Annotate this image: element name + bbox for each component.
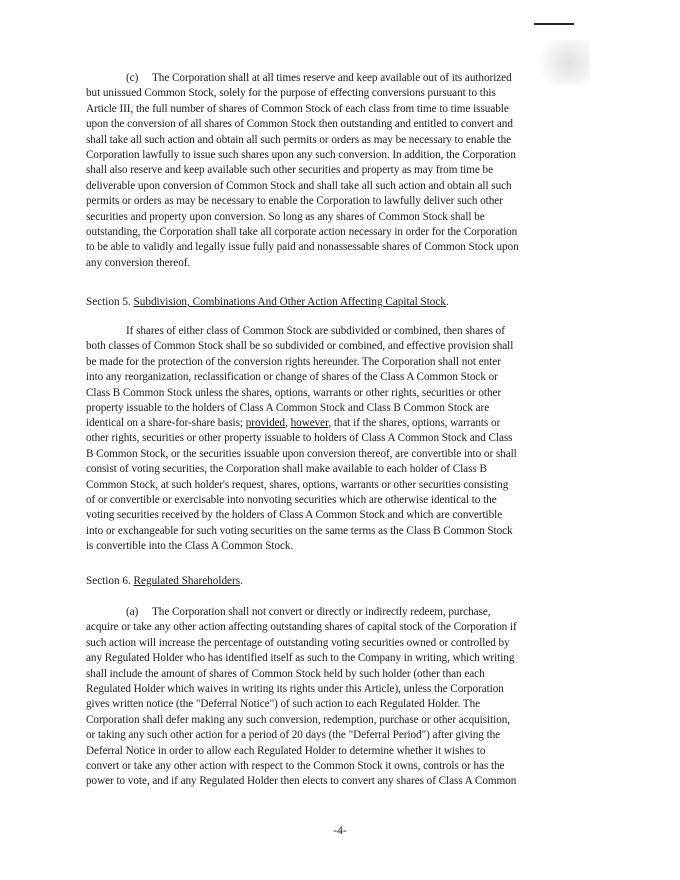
text-line: of or convertible or exercisable into nonvoting securities which are otherwise identical to the bbox=[86, 494, 497, 507]
paragraph-a bbox=[86, 605, 592, 790]
section-5-body-continued bbox=[86, 431, 592, 554]
provided-term: provided bbox=[245, 417, 286, 429]
text-line: voting securities received by the holders of Class A Common Stock and which are convertible bbox=[86, 509, 503, 522]
s5-line7-a: identical on a share-for-share basis; bbox=[86, 417, 243, 429]
text-line: If shares of either class of Common Stock are subdivided or combined, then shares of bbox=[126, 325, 505, 337]
text-line: Deferral Notice in order to allow each Regulated Holder to determine whether it wishes to bbox=[86, 744, 486, 757]
paragraph-marker: (c) bbox=[126, 72, 139, 84]
section-5-title: Subdivision, Combinations And Other Action Affecting Capital Stock bbox=[133, 296, 446, 308]
page-number: -4- bbox=[333, 825, 347, 837]
text-line: consist of voting securities, the Corporation shall make available to each holder of Class B bbox=[86, 463, 487, 476]
text-line: permits or orders as may be necessary to enable the Corporation to lawfully deliver such other bbox=[86, 195, 503, 208]
section-5-heading bbox=[86, 296, 449, 308]
text-line: Class B Common Stock unless the shares, options, warrants or other rights, securities or other bbox=[86, 386, 502, 399]
text-line: Corporation shall defer making any such conversion, redemption, purchase or other acquisition, bbox=[86, 713, 511, 726]
text-line: shall take all such action and obtain all such permits or orders as may be necessary to enable the bbox=[86, 133, 512, 146]
section-6-end: . bbox=[240, 575, 243, 587]
text-line: but unissued Common Stock, solely for the purpose of effecting conversions pursuant to this bbox=[86, 87, 496, 100]
text-line: other rights, securities or other property issuable to holders of Class A Common Stock and Class bbox=[86, 432, 513, 445]
line-text: The Corporation shall at all times reserve and keep available out of its authorized bbox=[152, 72, 512, 84]
text-line: Regulated Holder which waives in writing its rights under this Article), unless the Corporation bbox=[86, 683, 504, 696]
text-line: Article III, the full number of shares of Common Stock of each class from time to time issuable bbox=[86, 102, 509, 115]
text-line bbox=[86, 71, 592, 86]
section-6-title: Regulated Shareholders bbox=[133, 575, 241, 587]
text-line: Corporation lawfully to issue such shares upon any such conversion. In addition, the Corporation bbox=[86, 149, 516, 162]
section-5-line-provided bbox=[86, 416, 592, 431]
text-line: power to vote, and if any Regulated Holder then elects to convert any shares of Class A Common bbox=[86, 775, 517, 788]
text-line: any Regulated Holder who has identified itself as such to the Company in writing, which writing bbox=[86, 652, 515, 665]
text-line: deliverable upon conversion of Common Stock and shall take all such action and obtain all such bbox=[86, 179, 512, 192]
section-5-end: . bbox=[445, 296, 449, 308]
text-line: be made for the protection of the conversion rights hereunder. The Corporation shall not enter bbox=[86, 355, 501, 368]
s5-line7-b: , that if the shares, options, warrants or bbox=[328, 417, 501, 429]
text-line: is convertible into the Class A Common Stock. bbox=[86, 540, 294, 553]
text-line: outstanding, the Corporation shall take all corporate action necessary in order for the Corporation bbox=[86, 226, 518, 239]
however-term: however bbox=[290, 417, 329, 429]
text-line: both classes of Common Stock shall be so subdivided or combined, and effective provision shall bbox=[86, 340, 514, 353]
text-line: B Common Stock, or the securities issuable upon conversion thereof, are convertible into or shall bbox=[86, 447, 517, 460]
text-line: acquire or take any other action affecting outstanding shares of capital stock of the Corporation if bbox=[86, 621, 517, 634]
text-line: or taking any such other action for a period of 20 days (the "Deferral Period") after giving the bbox=[86, 729, 501, 742]
paragraph-marker: (a) bbox=[126, 606, 139, 618]
text-line: into any reorganization, reclassification or change of shares of the Class A Common Stock or bbox=[86, 371, 498, 384]
section-5-number: Section 5. bbox=[86, 296, 131, 308]
text-line: securities and property upon conversion. So long as any shares of Common Stock shall be bbox=[86, 210, 485, 223]
text-line: property issuable to the holders of Class A Common Stock and Class B Common Stock are bbox=[86, 402, 490, 415]
text-line: such action will increase the percentage of outstanding voting securities owned or controlled by bbox=[86, 636, 510, 649]
text-line: convert or take any other action with respect to the Common Stock it owns, controls or has the bbox=[86, 760, 505, 773]
line-text: The Corporation shall not convert or directly or indirectly redeem, purchase, bbox=[152, 606, 491, 618]
text-line: upon the conversion of all shares of Common Stock then outstanding and entitled to convert and bbox=[86, 118, 513, 131]
header-rule bbox=[534, 23, 574, 25]
text-line: gives written notice (the "Deferral Notice") of such action to each Regulated Holder. The bbox=[86, 698, 481, 711]
text-line bbox=[86, 605, 592, 620]
provided-comma: , bbox=[285, 417, 288, 429]
text-line: into or exchangeable for such voting securities on the same terms as the Class B Common Stock bbox=[86, 524, 513, 537]
text-line: to be able to validly and legally issue fully paid and nonassessable shares of Common Stock upon bbox=[86, 241, 519, 254]
section-6-heading bbox=[86, 575, 243, 587]
paragraph-c bbox=[86, 71, 592, 271]
section-5-body bbox=[86, 324, 592, 416]
text-line: shall include the amount of shares of Common Stock held by such holder (other than each bbox=[86, 667, 485, 680]
section-6-number: Section 6. bbox=[86, 575, 131, 587]
text-line: any conversion thereof. bbox=[86, 256, 191, 269]
text-line: shall also reserve and keep available such other securities and property as may from time be bbox=[86, 164, 494, 177]
text-line: Common Stock, at such holder's request, shares, options, warrants or other securities consisting bbox=[86, 478, 509, 491]
